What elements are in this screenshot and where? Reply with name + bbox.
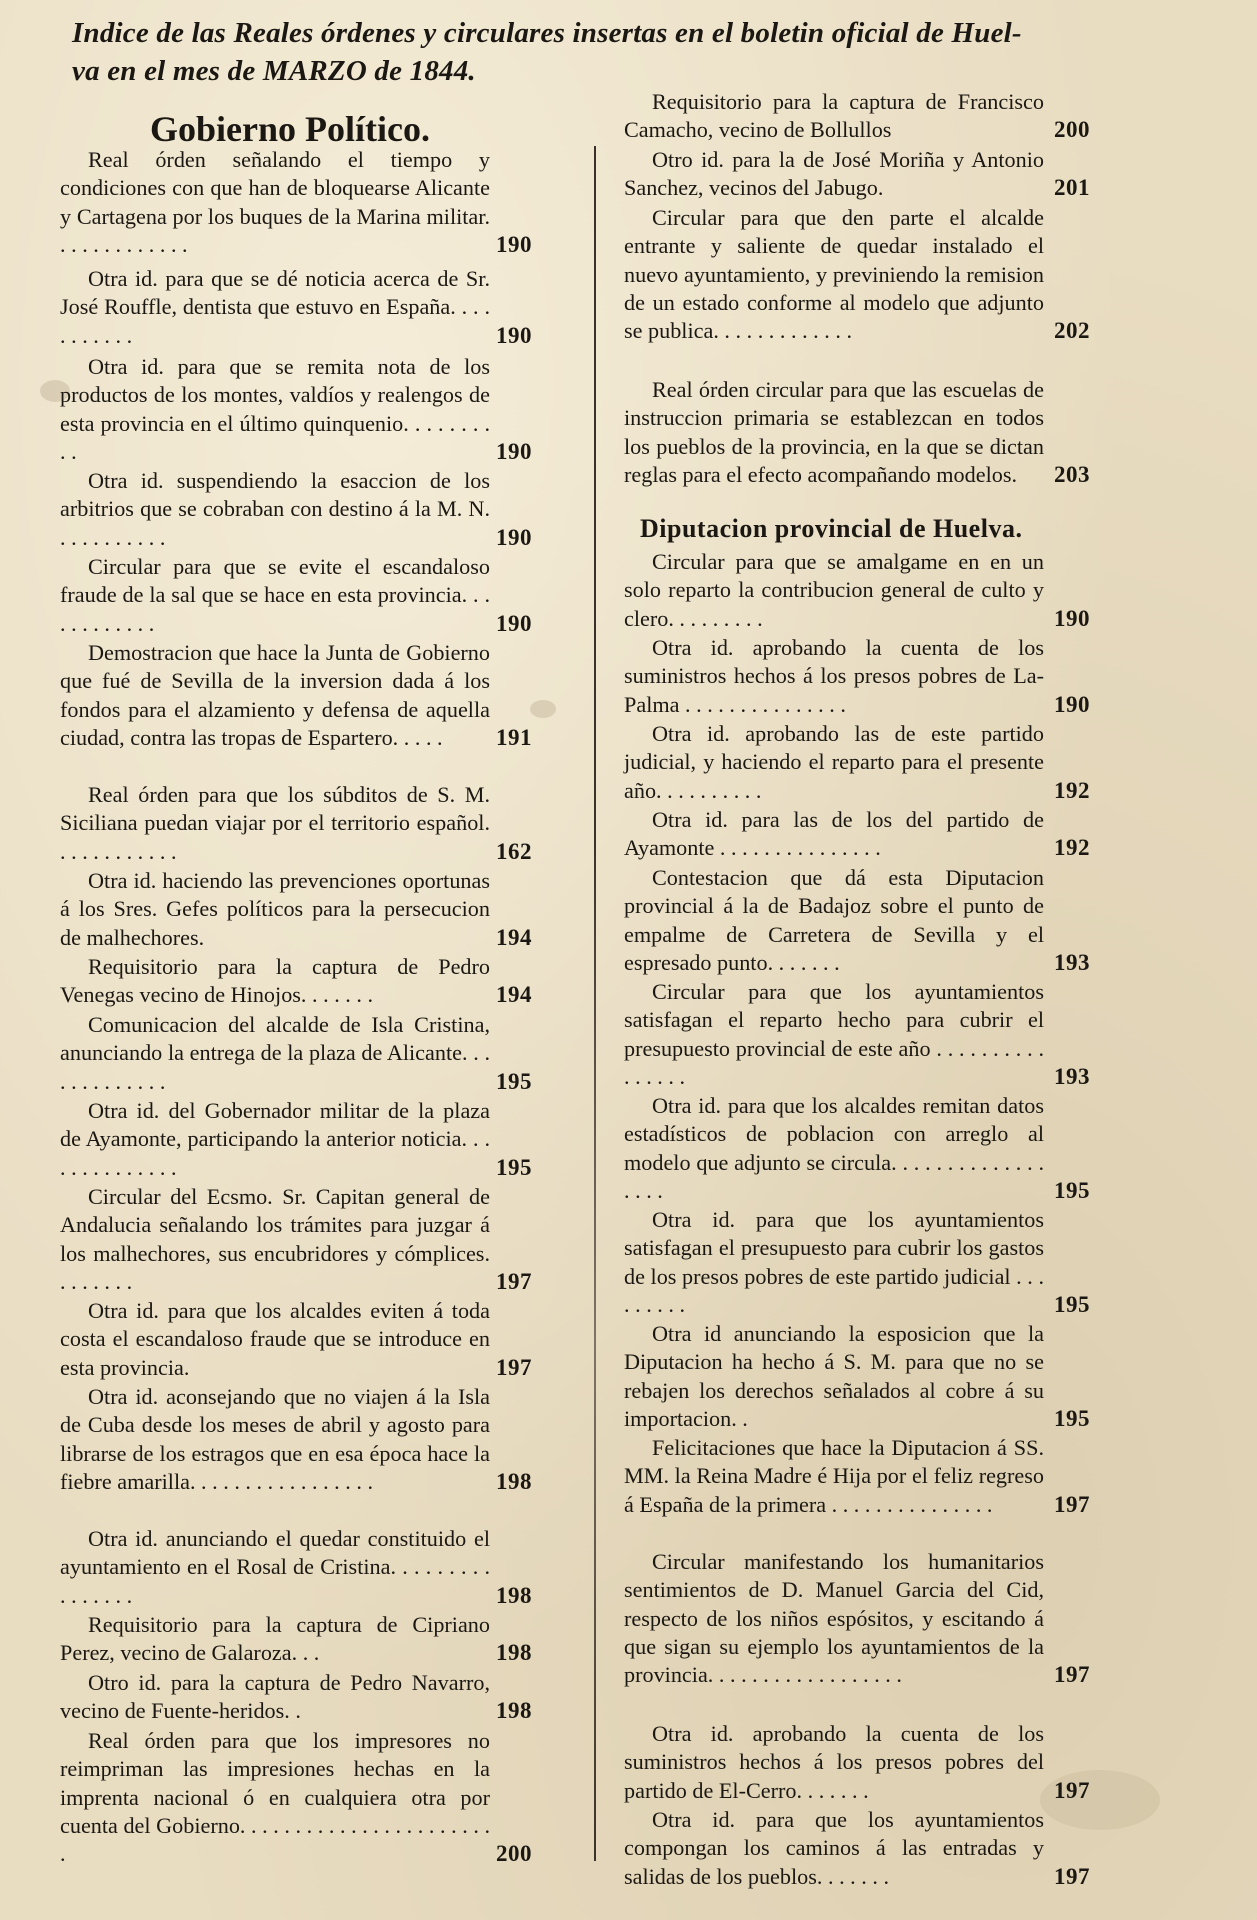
- index-entry: Otra id. anunciando el quedar constituido el ayuntamiento en el Rosal de Cristina. . . . . . . . . . . . . . . . 198: [60, 1525, 490, 1610]
- index-entry: Real órden para que los súbditos de S. M. Siciliana puedan viajar por el territorio español. . . . . . . . . . . . 162: [60, 781, 490, 866]
- page-number: 197: [496, 1268, 532, 1294]
- index-entry: Real órden señalando el tiempo y condiciones con que han de bloquearse Alicante y Cartagena por los buques de la Marina militar. . . . . . . . . . . . . 190: [60, 146, 490, 259]
- page-number: 190: [496, 438, 532, 464]
- page-number: 201: [1054, 175, 1090, 201]
- section-heading-diputacion: Diputacion provincial de Huelva.: [640, 514, 1023, 543]
- page-number: 191: [496, 724, 532, 750]
- page-number: 197: [1054, 1662, 1090, 1688]
- index-entry: Comunicacion del alcalde de Isla Cristina, anunciando la entrega de la plaza de Alicante. . . . . . . . . . . . . 195: [60, 1011, 490, 1096]
- index-entry: Circular para que se amalgame en en un solo reparto la contribucion general de culto y clero. . . . . . . . . 190: [624, 548, 1044, 633]
- index-entry: Otra id anunciando la esposicion que la Diputacion ha hecho á S. M. para que no se rebajen los derechos señalados al cobre á su importacion. . 195: [624, 1320, 1044, 1433]
- index-entry: Otra id. para las de los del partido de Ayamonte . . . . . . . . . . . . . . . 192: [624, 806, 1044, 863]
- index-entry: Demostracion que hace la Junta de Gobierno que fué de Sevilla de la inversion dada á los fondos para el alzamiento y defensa de aquella ciudad, contra las tropas de Espartero. . . . . 191: [60, 639, 490, 752]
- page-number: 193: [1054, 1063, 1090, 1089]
- index-entry: Otra id. haciendo las prevenciones oportunas á los Sres. Gefes políticos para la persecucion de malhechores. 194: [60, 867, 490, 952]
- ink-stain: [530, 700, 556, 718]
- page-number: 195: [1054, 1291, 1090, 1317]
- index-entry: Otra id. para que se remita nota de los productos de los montes, valdíos y realengos de esta provincia en el último quinquenio. . . . . . . . . . 190: [60, 353, 490, 466]
- index-entry: Otra id. para que los ayuntamientos satisfagan el presupuesto para cubrir los gastos de los presos pobres de este partido judicial . . . . . . . . . 195: [624, 1206, 1044, 1319]
- index-entry: Otro id. para la captura de Pedro Navarro, vecino de Fuente-heridos. . 198: [60, 1669, 490, 1726]
- index-entry: Requisitorio para la captura de Pedro Venegas vecino de Hinojos. . . . . . . 194: [60, 953, 490, 1010]
- page-number: 194: [496, 924, 532, 950]
- index-entry: Otra id. para que los ayuntamientos compongan los caminos á las entradas y salidas de los pueblos. . . . . . . 197: [624, 1806, 1044, 1891]
- title-line-1: Indice de las Reales órdenes y circulares insertas en el boletin oficial de Huel-: [72, 17, 1022, 49]
- page-number: 162: [496, 838, 532, 864]
- index-entry: Circular para que los ayuntamientos satisfagan el reparto hecho para cubrir el presupuesto provincial de este año . . . . . . . . . . . . . . . . 193: [624, 978, 1044, 1091]
- index-entry: Otra id. aprobando la cuenta de los suministros hechos á los presos pobres de La-Palma . . . . . . . . . . . . . . . 190: [624, 634, 1044, 719]
- index-entry: Otra id. para que los alcaldes eviten á toda costa el escandaloso fraude que se introduce en esta provincia. 197: [60, 1297, 490, 1382]
- index-entry: Circular para que se evite el escandaloso fraude de la sal que se hace en esta provincia. . . . . . . . . . . . 190: [60, 553, 490, 638]
- page-number: 197: [1054, 1491, 1090, 1517]
- page-number: 198: [496, 1582, 532, 1608]
- index-entry: Requisitorio para la captura de Francisco Camacho, vecino de Bollullos 200: [624, 88, 1044, 145]
- page-number: 198: [496, 1640, 532, 1666]
- page-number: 190: [1054, 691, 1090, 717]
- index-entry: Otro id. para la de José Moriña y Antonio Sanchez, vecinos del Jabugo. 201: [624, 146, 1044, 203]
- page-number: 200: [496, 1841, 532, 1867]
- page-number: 197: [1054, 1863, 1090, 1889]
- page-number: 192: [1054, 777, 1090, 803]
- page-number: 190: [1054, 605, 1090, 631]
- index-entry: Otra id. aprobando la cuenta de los suministros hechos á los presos pobres del partido de El-Cerro. . . . . . . 197: [624, 1720, 1044, 1805]
- page-number: 198: [496, 1468, 532, 1494]
- page-number: 200: [1054, 117, 1090, 143]
- index-entry: Otra id. aprobando las de este partido judicial, y haciendo el reparto para el presente año. . . . . . . . . . 192: [624, 720, 1044, 805]
- section-heading-gobierno: Gobierno Político.: [150, 109, 430, 149]
- page-number: 195: [1054, 1405, 1090, 1431]
- index-entry: Circular del Ecsmo. Sr. Capitan general de Andalucia señalando los trámites para juzgar á los malhechores, sus encubridores y cómplices. . . . . . . . 197: [60, 1183, 490, 1296]
- page-number: 193: [1054, 949, 1090, 975]
- page-number: 190: [496, 524, 532, 550]
- index-entry: Otra id. aconsejando que no viajen á la Isla de Cuba desde los meses de abril y agosto para librarse de los estragos que en esa época hace la fiebre amarilla. . . . . . . . . . . . . . . . . 198: [60, 1383, 490, 1496]
- column-divider: [594, 146, 596, 1861]
- page-number: 195: [496, 1154, 532, 1180]
- page-number: 197: [1054, 1777, 1090, 1803]
- title-line-2: va en el mes de MARZO de 1844.: [72, 55, 476, 87]
- index-entry: Otra id. suspendiendo la esaccion de los arbitrios que se cobraban con destino á la M. N. . . . . . . . . . . 190: [60, 467, 490, 552]
- page-number: 195: [1054, 1177, 1090, 1203]
- index-entry: Requisitorio para la captura de Cipriano Perez, vecino de Galaroza. . . 198: [60, 1611, 490, 1668]
- index-entry: Otra id. del Gobernador militar de la plaza de Ayamonte, participando la anterior noticia. . . . . . . . . . . . . . 195: [60, 1097, 490, 1182]
- index-entry: Felicitaciones que hace la Diputacion á SS. MM. la Reina Madre é Hija por el feliz regreso á España de la primera . . . . . . . . . . . . . . . 197: [624, 1434, 1044, 1519]
- index-title: [72, 14, 1132, 90]
- index-entry: Otra id. para que los alcaldes remitan datos estadísticos de poblacion con arreglo al modelo que adjunto se circula. . . . . . . . . . . . . . . . . . 195: [624, 1092, 1044, 1205]
- page-number: 195: [496, 1068, 532, 1094]
- page-number: 197: [496, 1354, 532, 1380]
- page-number: 190: [496, 231, 532, 257]
- page-number: 192: [1054, 835, 1090, 861]
- page-number: 190: [496, 610, 532, 636]
- index-entry: Real órden para que los impresores no reimpriman las impresiones hechas en la imprenta nacional ó en cualquiera otra por cuenta del Gobierno. . . . . . . . . . . . . . . . . . . . . . . . 200: [60, 1727, 490, 1868]
- index-entry: Circular manifestando los humanitarios sentimientos de D. Manuel Garcia del Cid, respecto de los niños espósitos, y escitando á que sigan su ejemplo los ayuntamientos de la provincia. . . . . . . . . . . . . . . . . . 197: [624, 1548, 1044, 1689]
- page-number: 194: [496, 982, 532, 1008]
- index-entry: Otra id. para que se dé noticia acerca de Sr. José Rouffle, dentista que estuvo en España. . . . . . . . . . . 190: [60, 265, 490, 350]
- page-number: 190: [496, 322, 532, 348]
- index-entry: Real órden circular para que las escuelas de instruccion primaria se establezcan en todos los pueblos de la provincia, en la que se dictan reglas para el efecto acompañando modelos. 203: [624, 376, 1044, 489]
- page-number: 198: [496, 1698, 532, 1724]
- page-number: 202: [1054, 318, 1090, 344]
- page-number: 203: [1054, 461, 1090, 487]
- index-entry: Contestacion que dá esta Diputacion provincial á la de Badajoz sobre el punto de empalme de Carretera de Sevilla y el espresado punto. . . . . . . 193: [624, 864, 1044, 977]
- index-entry: Circular para que den parte el alcalde entrante y saliente de quedar instalado el nuevo ayuntamiento, y previniendo la remision de un estado conforme al modelo que adjunto se publica. . . . . . . . . . . . . 202: [624, 204, 1044, 345]
